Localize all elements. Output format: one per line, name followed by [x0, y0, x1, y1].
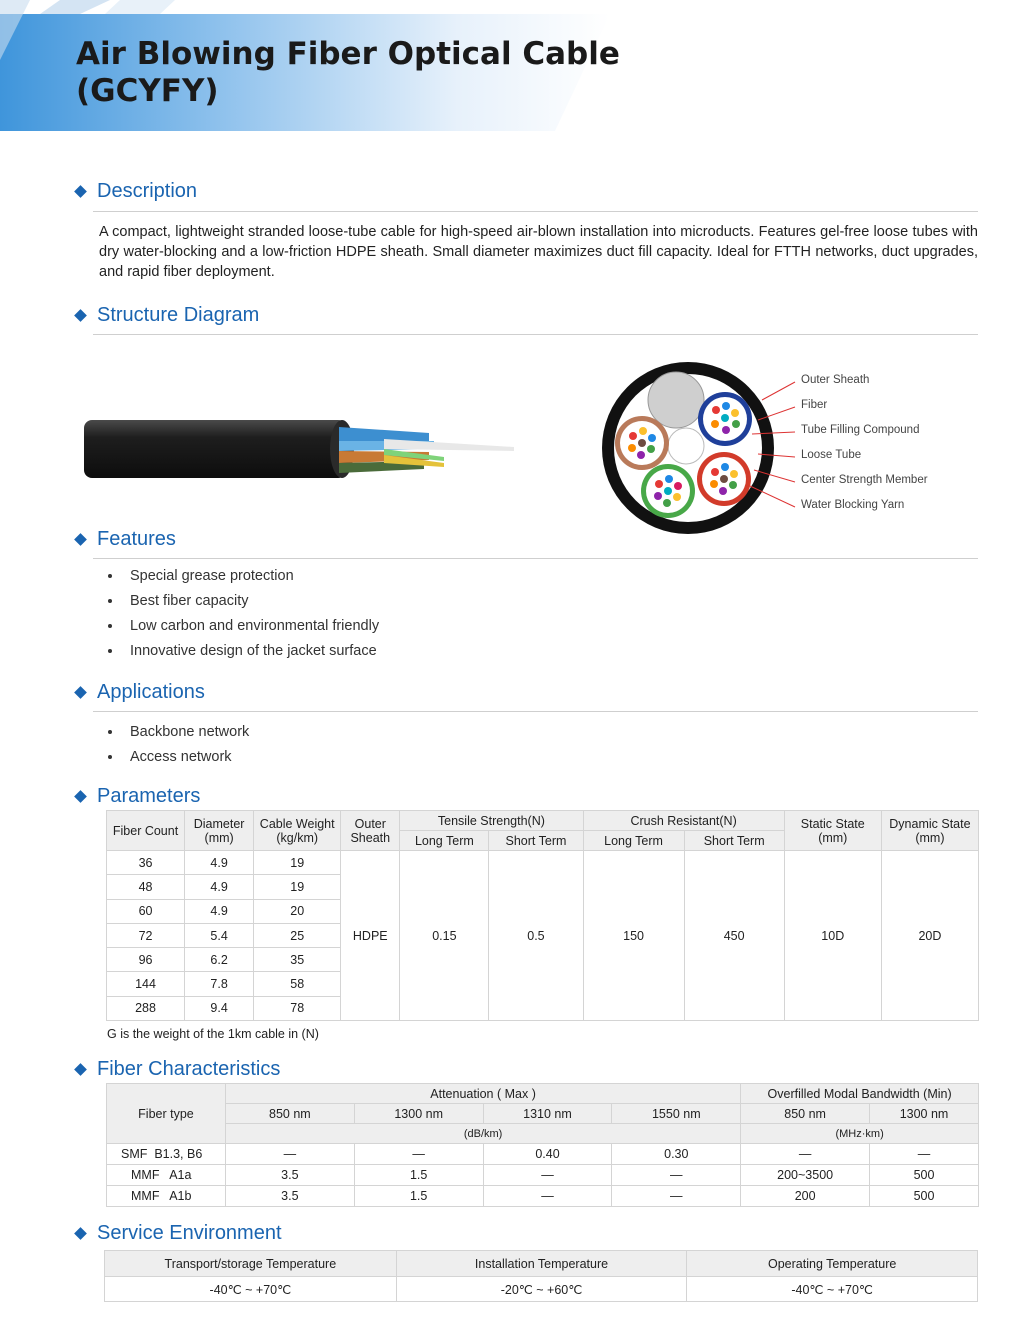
- header-banner: [0, 0, 1034, 135]
- parameters-table: [106, 810, 979, 1021]
- table-row: MMF A1b 3.5 1.5 — — 200 500: [107, 1186, 979, 1207]
- attenuation-unit: (dB/km): [225, 1124, 740, 1144]
- parameters-note: G is the weight of the 1km cable in (N): [107, 1027, 319, 1041]
- header-crush-long: Long Term: [583, 831, 684, 851]
- section-divider: [93, 711, 978, 712]
- header-attenuation: Attenuation ( Max ): [225, 1084, 740, 1104]
- list-item: Low carbon and environmental friendly: [108, 613, 379, 638]
- table-row: SMF B1.3, B6 — — 0.40 0.30 — —: [107, 1144, 979, 1165]
- service-environment-table: Transport/storage Temperature Installation Temperature Operating Temperature -40℃ ~ +70℃ -20℃ ~ +60℃ -40℃ ~ +70℃: [104, 1250, 978, 1302]
- header-crush-short: Short Term: [684, 831, 784, 851]
- list-item: Innovative design of the jacket surface: [108, 638, 379, 663]
- callout-tube-filling: Tube Filling Compound: [801, 424, 920, 436]
- cell-sheath: HDPE: [341, 851, 400, 1021]
- callout-outer-sheath: Outer Sheath: [801, 374, 870, 386]
- diamond-bullet-icon: [74, 790, 87, 803]
- cell-tensile-short: 0.5: [489, 851, 583, 1021]
- callout-water-blocking: Water Blocking Yarn: [801, 499, 905, 511]
- list-item: Access network: [108, 744, 249, 769]
- section-divider: [93, 334, 978, 335]
- section-service-environment: Service Environment: [76, 1219, 282, 1247]
- section-applications: Applications: [76, 678, 205, 706]
- bullet-icon: [108, 599, 112, 603]
- section-features: Features: [76, 525, 176, 553]
- list-item: Special grease protection: [108, 563, 379, 588]
- section-description: Description: [76, 177, 197, 205]
- section-divider: [93, 558, 978, 559]
- diamond-bullet-icon: [74, 1063, 87, 1076]
- table-row: -40℃ ~ +70℃ -20℃ ~ +60℃ -40℃ ~ +70℃: [105, 1277, 978, 1302]
- header-crush: Crush Resistant(N): [583, 811, 784, 831]
- bullet-icon: [108, 624, 112, 628]
- callout-fiber: Fiber: [801, 399, 828, 411]
- cell-static: 10D: [784, 851, 881, 1021]
- table-row: 288 9.4 78: [107, 996, 979, 1020]
- bullet-icon: [108, 755, 112, 759]
- header-weight: Cable Weight (kg/km): [254, 811, 341, 851]
- header-dynamic: Dynamic State (mm): [881, 811, 978, 851]
- header-diameter: Diameter (mm): [185, 811, 254, 851]
- fiber-characteristics-table: Fiber type Attenuation ( Max ) Overfilled Modal Bandwidth (Min) 850 nm 1300 nm 1310 nm 1550 nm 850 nm 1300 nm (dB/km) (MHz·km) SMF B1.3, B6 — — 0.40 0.30 — — MMF A1a 3.5 1.5 — — 200~3500 500 MMF A1b 3.5 1.5 — — 200 500: [106, 1083, 979, 1207]
- table-row: 72 5.4 25: [107, 923, 979, 947]
- header-bandwidth: Overfilled Modal Bandwidth (Min): [741, 1084, 979, 1104]
- description-text: A compact, lightweight stranded loose-tube cable for high-speed air-blown installation into microducts. Features gel-free loose tubes with dry water-blocking and a low-friction HDPE sheath. Small diameter maximizes duct fill capacity. Ideal for FTTH networks, duct upgrades, and rapid fiber deployment.: [99, 224, 978, 280]
- section-divider: [93, 211, 978, 212]
- bullet-icon: [108, 730, 112, 734]
- table-row: 36 4.9 19 HDPE 0.15 0.5 150 450 10D 20D: [107, 851, 979, 875]
- applications-list: [108, 719, 249, 769]
- cell-dynamic: 20D: [881, 851, 978, 1021]
- table-row: 144 7.8 58: [107, 972, 979, 996]
- diamond-bullet-icon: [74, 309, 87, 322]
- header-fiber-count: Fiber Count: [107, 811, 185, 851]
- features-list: [108, 563, 379, 663]
- cell-crush-long: 150: [583, 851, 684, 1021]
- diamond-bullet-icon: [74, 185, 87, 198]
- header-static: Static State (mm): [784, 811, 881, 851]
- table-row: MMF A1a 3.5 1.5 — — 200~3500 500: [107, 1165, 979, 1186]
- table-row: 60 4.9 20: [107, 899, 979, 923]
- header-fiber-type: Fiber type: [107, 1084, 226, 1144]
- cable-side-view-image: [84, 405, 524, 495]
- table-row: 48 4.9 19: [107, 875, 979, 899]
- bandwidth-unit: (MHz·km): [741, 1124, 979, 1144]
- header-tensile-short: Short Term: [489, 831, 583, 851]
- diagram-callouts: [801, 374, 928, 524]
- diamond-bullet-icon: [74, 686, 87, 699]
- callout-lines: [740, 370, 800, 520]
- bullet-icon: [108, 649, 112, 653]
- header-tensile-long: Long Term: [400, 831, 489, 851]
- diamond-bullet-icon: [74, 533, 87, 546]
- diamond-bullet-icon: [74, 1227, 87, 1240]
- list-item: Best fiber capacity: [108, 588, 379, 613]
- header-sheath: Outer Sheath: [341, 811, 400, 851]
- callout-strength-member: Center Strength Member: [801, 474, 928, 486]
- bullet-icon: [108, 574, 112, 578]
- callout-loose-tube: Loose Tube: [801, 449, 862, 461]
- page-title: Air Blowing Fiber Optical Cable (GCYFY): [76, 36, 620, 109]
- cell-tensile-long: 0.15: [400, 851, 489, 1021]
- list-item: Backbone network: [108, 719, 249, 744]
- cell-crush-short: 450: [684, 851, 784, 1021]
- section-fiber-characteristics: Fiber Characteristics: [76, 1055, 280, 1083]
- table-row: 96 6.2 35: [107, 948, 979, 972]
- section-structure: Structure Diagram: [76, 301, 259, 329]
- section-parameters: Parameters: [76, 782, 200, 810]
- header-tensile: Tensile Strength(N): [400, 811, 583, 831]
